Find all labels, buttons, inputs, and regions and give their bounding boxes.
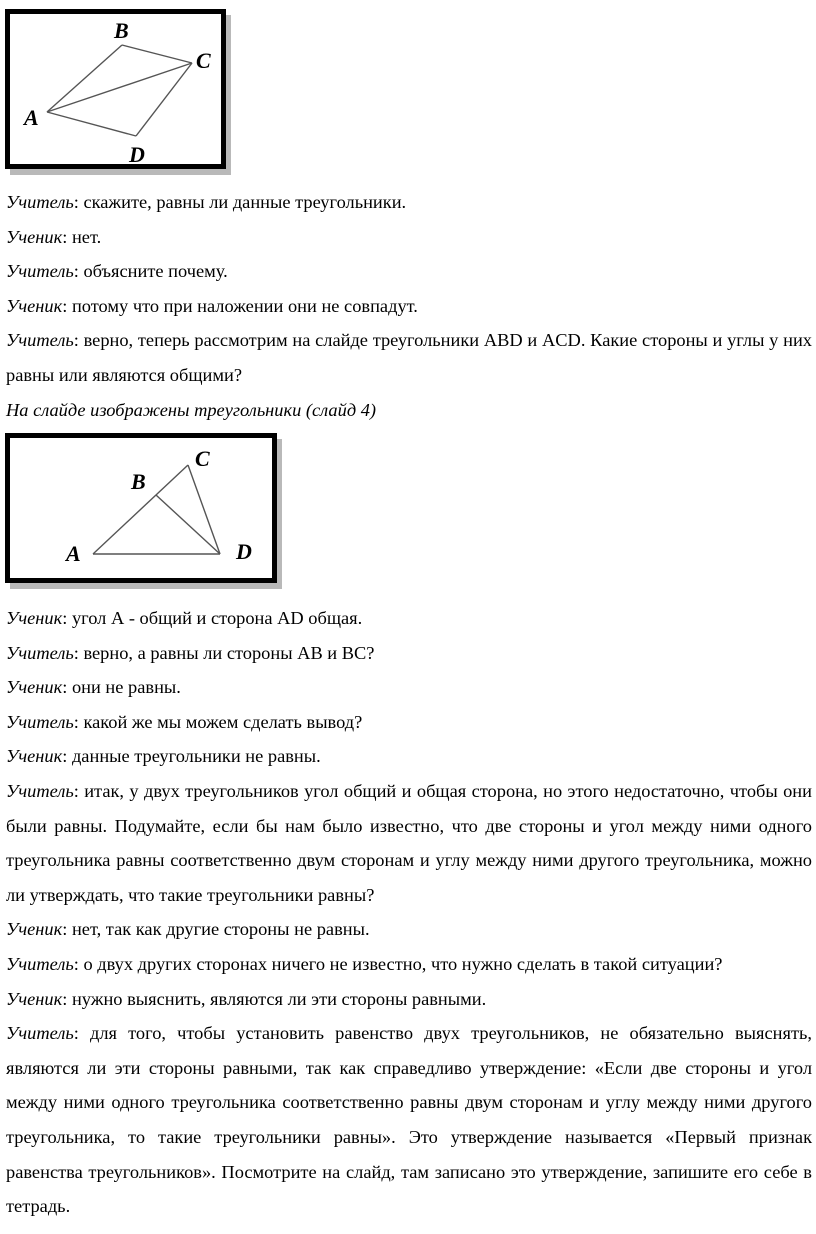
segment-bc — [122, 45, 192, 63]
segment-ad — [47, 112, 136, 136]
vertex-label-a: A — [66, 541, 81, 566]
dialogue-line: Ученик: они не равны. — [6, 677, 181, 698]
dialogue-line: Учитель: о двух других сторонах ничего не известно, что нужно сделать в такой ситуации? — [6, 953, 723, 974]
vertex-label-d: D — [129, 142, 145, 164]
segment-ab — [47, 45, 122, 112]
segment-ac — [47, 63, 192, 112]
dialogue-line: Ученик: данные треугольники не равны. — [6, 746, 321, 767]
dialogue-line: Учитель: скажите, равны ли данные треугольники. — [6, 192, 407, 212]
dialogue-line: Ученик: нужно выяснить, являются ли эти стороны равными. — [6, 988, 487, 1009]
dialogue-line: Ученик: нет. — [6, 226, 102, 247]
dialogue-line: Учитель: объясните почему. — [6, 261, 228, 282]
dialogue-line: Учитель: верно, а равны ли стороны AB и BC? — [6, 642, 375, 663]
slide-figure-2 — [5, 433, 277, 583]
segment-cd — [188, 465, 220, 554]
dialogue-block-2 — [6, 601, 812, 1224]
segment-cd — [136, 63, 192, 136]
vertex-label-b: B — [114, 18, 129, 43]
dialogue-block-1 — [6, 185, 812, 427]
dialogue-line: Ученик: потому что при наложении они не совпадут. — [6, 295, 418, 316]
vertex-label-d: D — [236, 539, 252, 564]
dialogue-line: Учитель: для того, чтобы установить равенство двух треугольников, не обязательно выяснять, являются ли эти стороны равными, так как справедливо утверждение: «Если две стороны и угол между ними одного треугольника соответственно равны двум сторонам и углу между ними другого треугольника, то такие треугольники равны». Это утверждение называется «Первый признак равенства треугольников». Посмотрите на слайд, там записано это утверждение, запишите его себе в тетрадь. — [6, 1023, 812, 1217]
dialogue-line: Учитель: какой же мы можем сделать вывод? — [6, 711, 363, 732]
vertex-label-a: A — [24, 105, 39, 130]
vertex-label-b: B — [131, 469, 146, 494]
vertex-label-c: C — [196, 48, 211, 73]
dialogue-line: Ученик: нет, так как другие стороны не равны. — [6, 919, 370, 940]
slide-figure-1 — [5, 9, 226, 169]
segment-bd — [156, 495, 220, 554]
quadrilateral-diagram — [10, 14, 221, 164]
dialogue-line: Ученик: угол А - общий и сторона AD общая. — [6, 608, 363, 628]
triangles-diagram — [10, 438, 272, 578]
slide-note: На слайде изображены треугольники (слайд 4) — [6, 399, 377, 420]
dialogue-line: Учитель: верно, теперь рассмотрим на слайде треугольники ABD и ACD. Какие стороны и углы у них равны или являются общими? — [6, 330, 812, 385]
vertex-label-c: C — [195, 446, 210, 471]
dialogue-line: Учитель: итак, у двух треугольников угол общий и общая сторона, но этого недостаточно, чтобы они были равны. Подумайте, если бы нам было известно, что две стороны и угол между ними одного треугольника равны соответственно двум сторонам и углу между ними другого треугольника, можно ли утверждать, что такие треугольники равны? — [6, 780, 812, 905]
